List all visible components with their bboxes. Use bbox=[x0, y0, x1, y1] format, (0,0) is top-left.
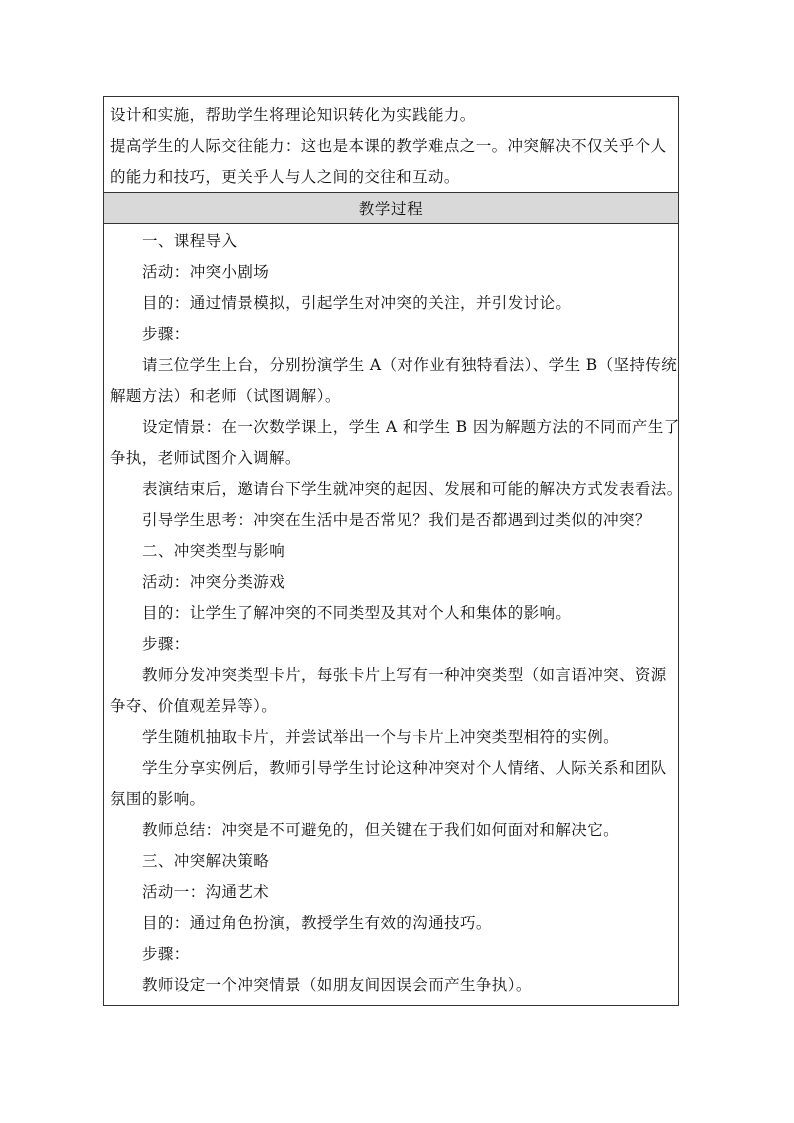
section-heading: 三、冲突解决策略 bbox=[142, 852, 270, 870]
text-line: 氛围的影响。 bbox=[110, 790, 206, 808]
text-line: 活动：冲突小剧场 bbox=[142, 263, 270, 281]
text-line: 引导学生思考：冲突在生活中是否常见？我们是否都遇到过类似的冲突？ bbox=[142, 511, 651, 529]
section-heading: 一、课程导入 bbox=[142, 232, 238, 250]
text-line: 设计和实施，帮助学生将理论知识转化为实践能力。 bbox=[110, 106, 476, 124]
text-line: 学生随机抽取卡片，并尝试举出一个与卡片上冲突类型相符的实例。 bbox=[142, 728, 620, 746]
text-line: 步骤： bbox=[142, 635, 190, 653]
text-line: 活动：冲突分类游戏 bbox=[142, 573, 286, 591]
lesson-plan-table bbox=[103, 96, 683, 1006]
text-line: 活动一：沟通艺术 bbox=[142, 883, 270, 901]
text-line: 教师设定一个冲突情景（如朋友间因误会而产生争执）。 bbox=[142, 976, 532, 994]
objectives-continuation-cell bbox=[104, 97, 678, 192]
teaching-process-cell bbox=[104, 224, 683, 1005]
text-line: 教师分发冲突类型卡片，每张卡片上写有一种冲突类型（如言语冲突、资源 bbox=[142, 666, 667, 684]
text-line: 步骤： bbox=[142, 325, 190, 343]
section-header-title: 教学过程 bbox=[358, 200, 424, 218]
text-line: 请三位学生上台，分别扮演学生 A（对作业有独特看法）、学生 B（坚持传统 bbox=[142, 356, 678, 374]
text-line: 教师总结：冲突是不可避免的，但关键在于我们如何面对和解决它。 bbox=[142, 821, 620, 839]
text-line: 目的：让学生了解冲突的不同类型及其对个人和集体的影响。 bbox=[142, 604, 572, 622]
text-line: 设定情景：在一次数学课上，学生 A 和学生 B 因为解题方法的不同而产生了 bbox=[142, 418, 680, 436]
text-line: 争夺、价值观差异等）。 bbox=[110, 697, 278, 715]
text-line: 解题方法）和老师（试图调解）。 bbox=[110, 387, 341, 405]
text-line: 提高学生的人际交往能力：这也是本课的教学难点之一。冲突解决不仅关乎个人 bbox=[110, 137, 667, 155]
section-header-row bbox=[104, 192, 678, 224]
text-line: 目的：通过情景模拟，引起学生对冲突的关注，并引发讨论。 bbox=[142, 294, 572, 312]
section-heading: 二、冲突类型与影响 bbox=[142, 542, 286, 560]
text-line: 学生分享实例后，教师引导学生讨论这种冲突对个人情绪、人际关系和团队 bbox=[142, 759, 667, 777]
text-line: 步骤： bbox=[142, 945, 190, 963]
text-line: 目的：通过角色扮演，教授学生有效的沟通技巧。 bbox=[142, 914, 492, 932]
text-line: 的能力和技巧，更关乎人与人之间的交往和互动。 bbox=[110, 168, 460, 186]
text-line: 表演结束后，邀请台下学生就冲突的起因、发展和可能的解决方式发表看法。 bbox=[142, 480, 683, 498]
text-line: 争执，老师试图介入调解。 bbox=[110, 449, 301, 467]
